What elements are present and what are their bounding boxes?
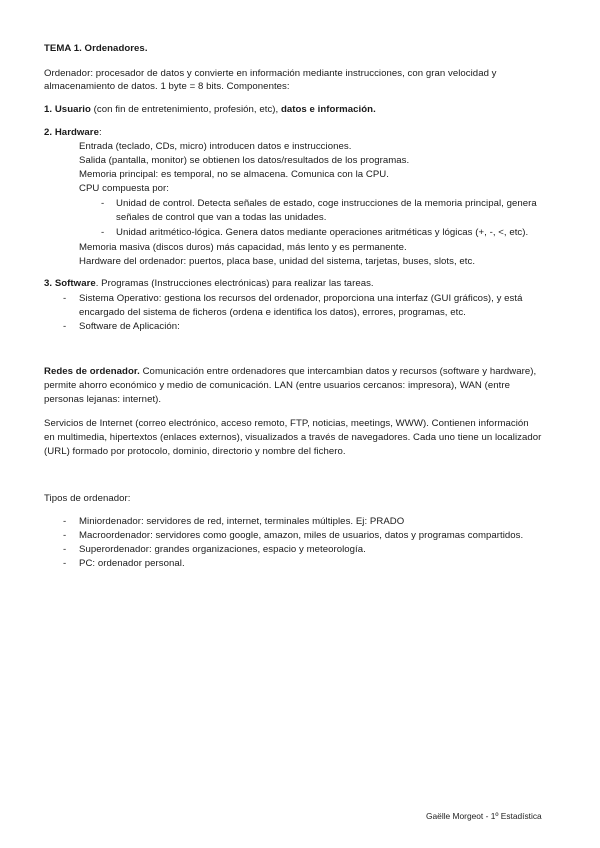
tipos-item-superordenador: Superordenador: grandes organizaciones, espacio y meteorología. [79,544,366,555]
usuario-bold-end: datos e información. [280,104,376,115]
section-usuario [44,103,376,116]
bullet-dash: - [63,516,67,527]
bullet-dash: - [101,227,105,238]
internet-line-1: Servicios de Internet (correo electrónico, acceso remoto, FTP, noticias, meetings, WWW). Contienen información [44,418,529,429]
hardware-cpu: CPU compuesta por: [79,183,169,194]
tipos-item-miniordenador: Miniordenador: servidores de red, internet, terminales múltiples. Ej: PRADO [79,516,405,527]
redes-line-2: permite ahorro económico y medio de comunicación. LAN (entre usuarios cercanos: impresora), WAN (entre [44,380,510,391]
bullet-dash: - [63,558,67,569]
hardware-label: Hardware [54,127,99,138]
hardware-entrada: Entrada (teclado, CDs, micro) introducen datos e instrucciones. [79,141,352,152]
document-title: TEMA 1. Ordenadores. [44,43,148,54]
cpu-unidad-aritmetico-logica: Unidad aritmético-lógica. Genera datos mediante operaciones aritméticas y lógicas (+, -, <, etc). [116,227,529,238]
intro-line-2: almacenamiento de datos. 1 byte = 8 bits. Componentes: [44,81,290,92]
tipos-item-macroordenador: Macroordenador: servidores como google, amazon, miles de usuarios, datos y programas compartidos. [79,530,524,541]
redes-line-1 [44,365,536,378]
usuario-label: Usuario [54,104,91,115]
tipos-item-pc: PC: ordenador personal. [79,558,185,569]
section-software-heading [44,277,374,290]
software-number: 3. [44,278,55,289]
software-label: Software [54,278,96,289]
hardware-memoria-masiva: Memoria masiva (discos duros) más capacidad, más lento y es permanente. [79,242,407,253]
software-text: . Programas (Instrucciones electrónicas) para realizar las tareas. [95,278,374,289]
tipos-heading: Tipos de ordenador: [44,493,131,504]
usuario-text: (con fin de entretenimiento, profesión, etc), [90,104,281,115]
hardware-number: 2. [44,127,55,138]
redes-line-1-text: Comunicación entre ordenadores que intercambian datos y recursos (software y hardware), [139,366,537,377]
cpu-unidad-control-line-1: Unidad de control. Detecta señales de estado, coge instrucciones de la memoria principal, genera [116,198,537,209]
section-hardware-heading [44,126,102,139]
cpu-unidad-control-line-2: señales de control que van a todas las unidades. [116,212,327,223]
usuario-number: 1. [44,104,55,115]
software-sistema-operativo-line-1: Sistema Operativo: gestiona los recursos del ordenador, proporciona una interfaz (GUI gráficos), y está [79,293,523,304]
software-sistema-operativo-line-2: encargado del sistema de ficheros (ordena e identifica los datos), errores, programas, etc. [79,307,466,318]
hardware-del-ordenador: Hardware del ordenador: puertos, placa base, unidad del sistema, tarjetas, buses, slots, etc. [79,256,476,267]
redes-line-3: personas lejanas: internet). [44,394,162,405]
hardware-memoria-principal: Memoria principal: es temporal, no se almacena. Comunica con la CPU. [79,169,390,180]
internet-line-2: en multimedia, hipertextos (enlaces externos), visualizados a través de navegadores. Cada uno tiene un localizador [44,432,542,443]
internet-line-3: (URL) formado por protocolo, dominio, directorio y nombre del fichero. [44,446,346,457]
bullet-dash: - [63,321,67,332]
bullet-dash: - [63,544,67,555]
intro-line-1: Ordenador: procesador de datos y convierte en información mediante instrucciones, con gran velocidad y [44,68,497,79]
bullet-dash: - [63,293,67,304]
bullet-dash: - [63,530,67,541]
page-footer: Gaëlle Morgeot - 1º Estadística [426,811,542,821]
hardware-salida: Salida (pantalla, monitor) se obtienen los datos/resultados de los programas. [79,155,410,166]
hardware-colon: : [98,127,102,138]
bullet-dash: - [101,198,105,209]
software-aplicacion: Software de Aplicación: [79,321,180,332]
redes-label: Redes de ordenador. [44,366,140,377]
